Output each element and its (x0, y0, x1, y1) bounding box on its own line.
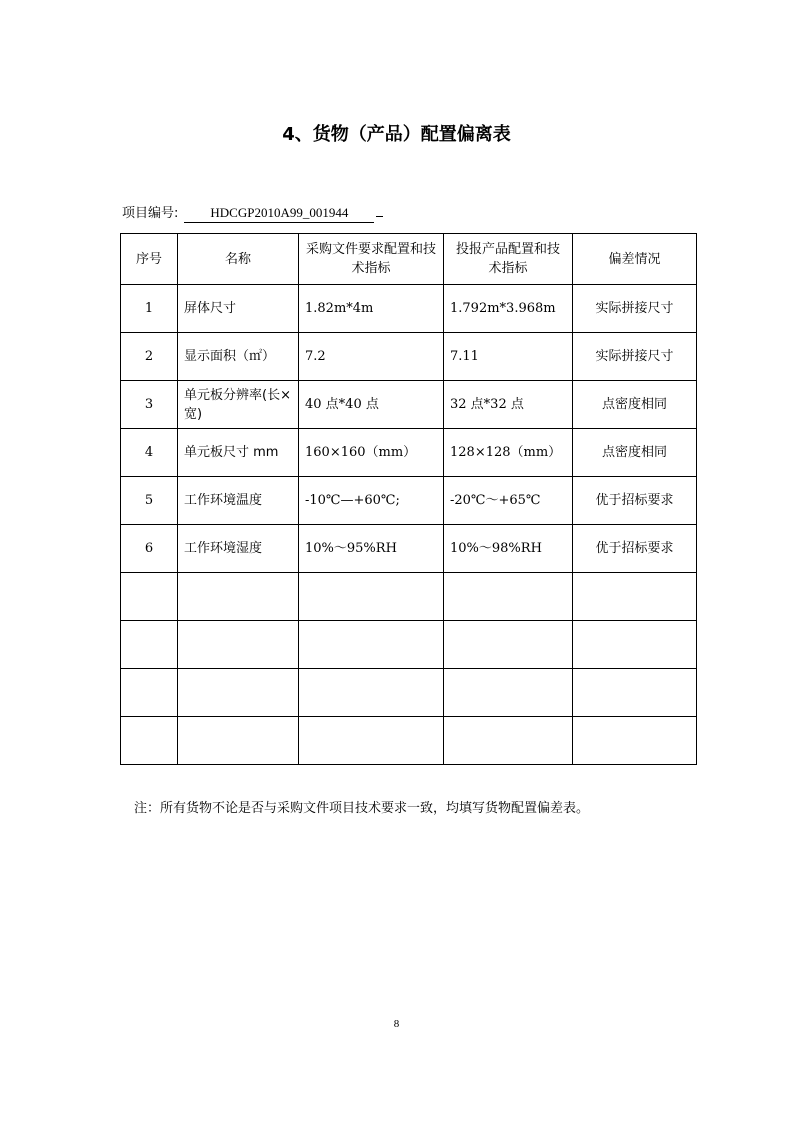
cell-required-spec (299, 669, 444, 717)
cell-name: 单元板尺寸 mm (178, 429, 299, 477)
cell-required-spec (299, 573, 444, 621)
cell-offered-spec: 10%～98%RH (444, 525, 573, 573)
cell-name (178, 717, 299, 765)
table-row (121, 621, 697, 669)
cell-name: 屏体尺寸 (178, 285, 299, 333)
header-index: 序号 (121, 234, 178, 285)
cell-offered-spec (444, 717, 573, 765)
cell-required-spec (299, 717, 444, 765)
cell-index: 4 (121, 429, 178, 477)
header-name: 名称 (178, 234, 299, 285)
header-required-spec: 采购文件要求配置和技术指标 (299, 234, 444, 285)
table-row (121, 525, 697, 573)
cell-name: 工作环境温度 (178, 477, 299, 525)
cell-required-spec: -10℃—+60℃; (299, 477, 444, 525)
header-deviation: 偏差情况 (573, 234, 697, 285)
cell-required-spec: 1.82m*4m (299, 285, 444, 333)
page-number: 8 (393, 1018, 400, 1030)
project-number-value: HDCGP2010A99_001944 (184, 205, 374, 223)
cell-deviation: 点密度相同 (573, 429, 697, 477)
cell-index (121, 669, 178, 717)
table-row (121, 381, 697, 429)
table-row (121, 429, 697, 477)
cell-index: 5 (121, 477, 178, 525)
project-number-label: 项目编号: (122, 206, 179, 221)
cell-name: 单元板分辨率(长×宽) (178, 381, 299, 429)
cell-name (178, 573, 299, 621)
table-row (121, 573, 697, 621)
cell-deviation: 实际拼接尺寸 (573, 285, 697, 333)
table-row (121, 717, 697, 765)
table-row (121, 477, 697, 525)
cell-deviation (573, 717, 697, 765)
table-header-row (121, 234, 697, 285)
cell-offered-spec: 1.792m*3.968m (444, 285, 573, 333)
cell-name (178, 669, 299, 717)
table-row (121, 333, 697, 381)
cell-index: 2 (121, 333, 178, 381)
cell-index (121, 717, 178, 765)
cell-required-spec: 7.2 (299, 333, 444, 381)
cell-deviation (573, 669, 697, 717)
cell-offered-spec: 7.11 (444, 333, 573, 381)
cell-deviation (573, 573, 697, 621)
table-row (121, 285, 697, 333)
cell-required-spec: 160×160（mm） (299, 429, 444, 477)
cell-deviation: 优于招标要求 (573, 477, 697, 525)
header-offered-spec: 投报产品配置和技术指标 (444, 234, 573, 285)
cell-required-spec: 10%～95%RH (299, 525, 444, 573)
cell-deviation: 优于招标要求 (573, 525, 697, 573)
cell-deviation: 实际拼接尺寸 (573, 333, 697, 381)
underline-tail (376, 206, 383, 217)
cell-required-spec: 40 点*40 点 (299, 381, 444, 429)
project-number-line (122, 202, 383, 223)
cell-index: 1 (121, 285, 178, 333)
cell-name: 显示面积（㎡） (178, 333, 299, 381)
cell-deviation (573, 621, 697, 669)
cell-index: 6 (121, 525, 178, 573)
page-title: 4、货物（产品）配置偏离表 (282, 124, 511, 145)
cell-offered-spec (444, 669, 573, 717)
cell-name (178, 621, 299, 669)
footnote: 注：所有货物不论是否与采购文件项目技术要求一致，均填写货物配置偏差表。 (134, 801, 590, 816)
cell-offered-spec (444, 573, 573, 621)
deviation-table (120, 233, 697, 765)
cell-offered-spec (444, 621, 573, 669)
cell-index (121, 621, 178, 669)
cell-offered-spec: 128×128（mm） (444, 429, 573, 477)
cell-name: 工作环境湿度 (178, 525, 299, 573)
cell-offered-spec: 32 点*32 点 (444, 381, 573, 429)
table-row (121, 669, 697, 717)
cell-required-spec (299, 621, 444, 669)
cell-index (121, 573, 178, 621)
cell-index: 3 (121, 381, 178, 429)
cell-offered-spec: -20℃～+65℃ (444, 477, 573, 525)
cell-deviation: 点密度相同 (573, 381, 697, 429)
